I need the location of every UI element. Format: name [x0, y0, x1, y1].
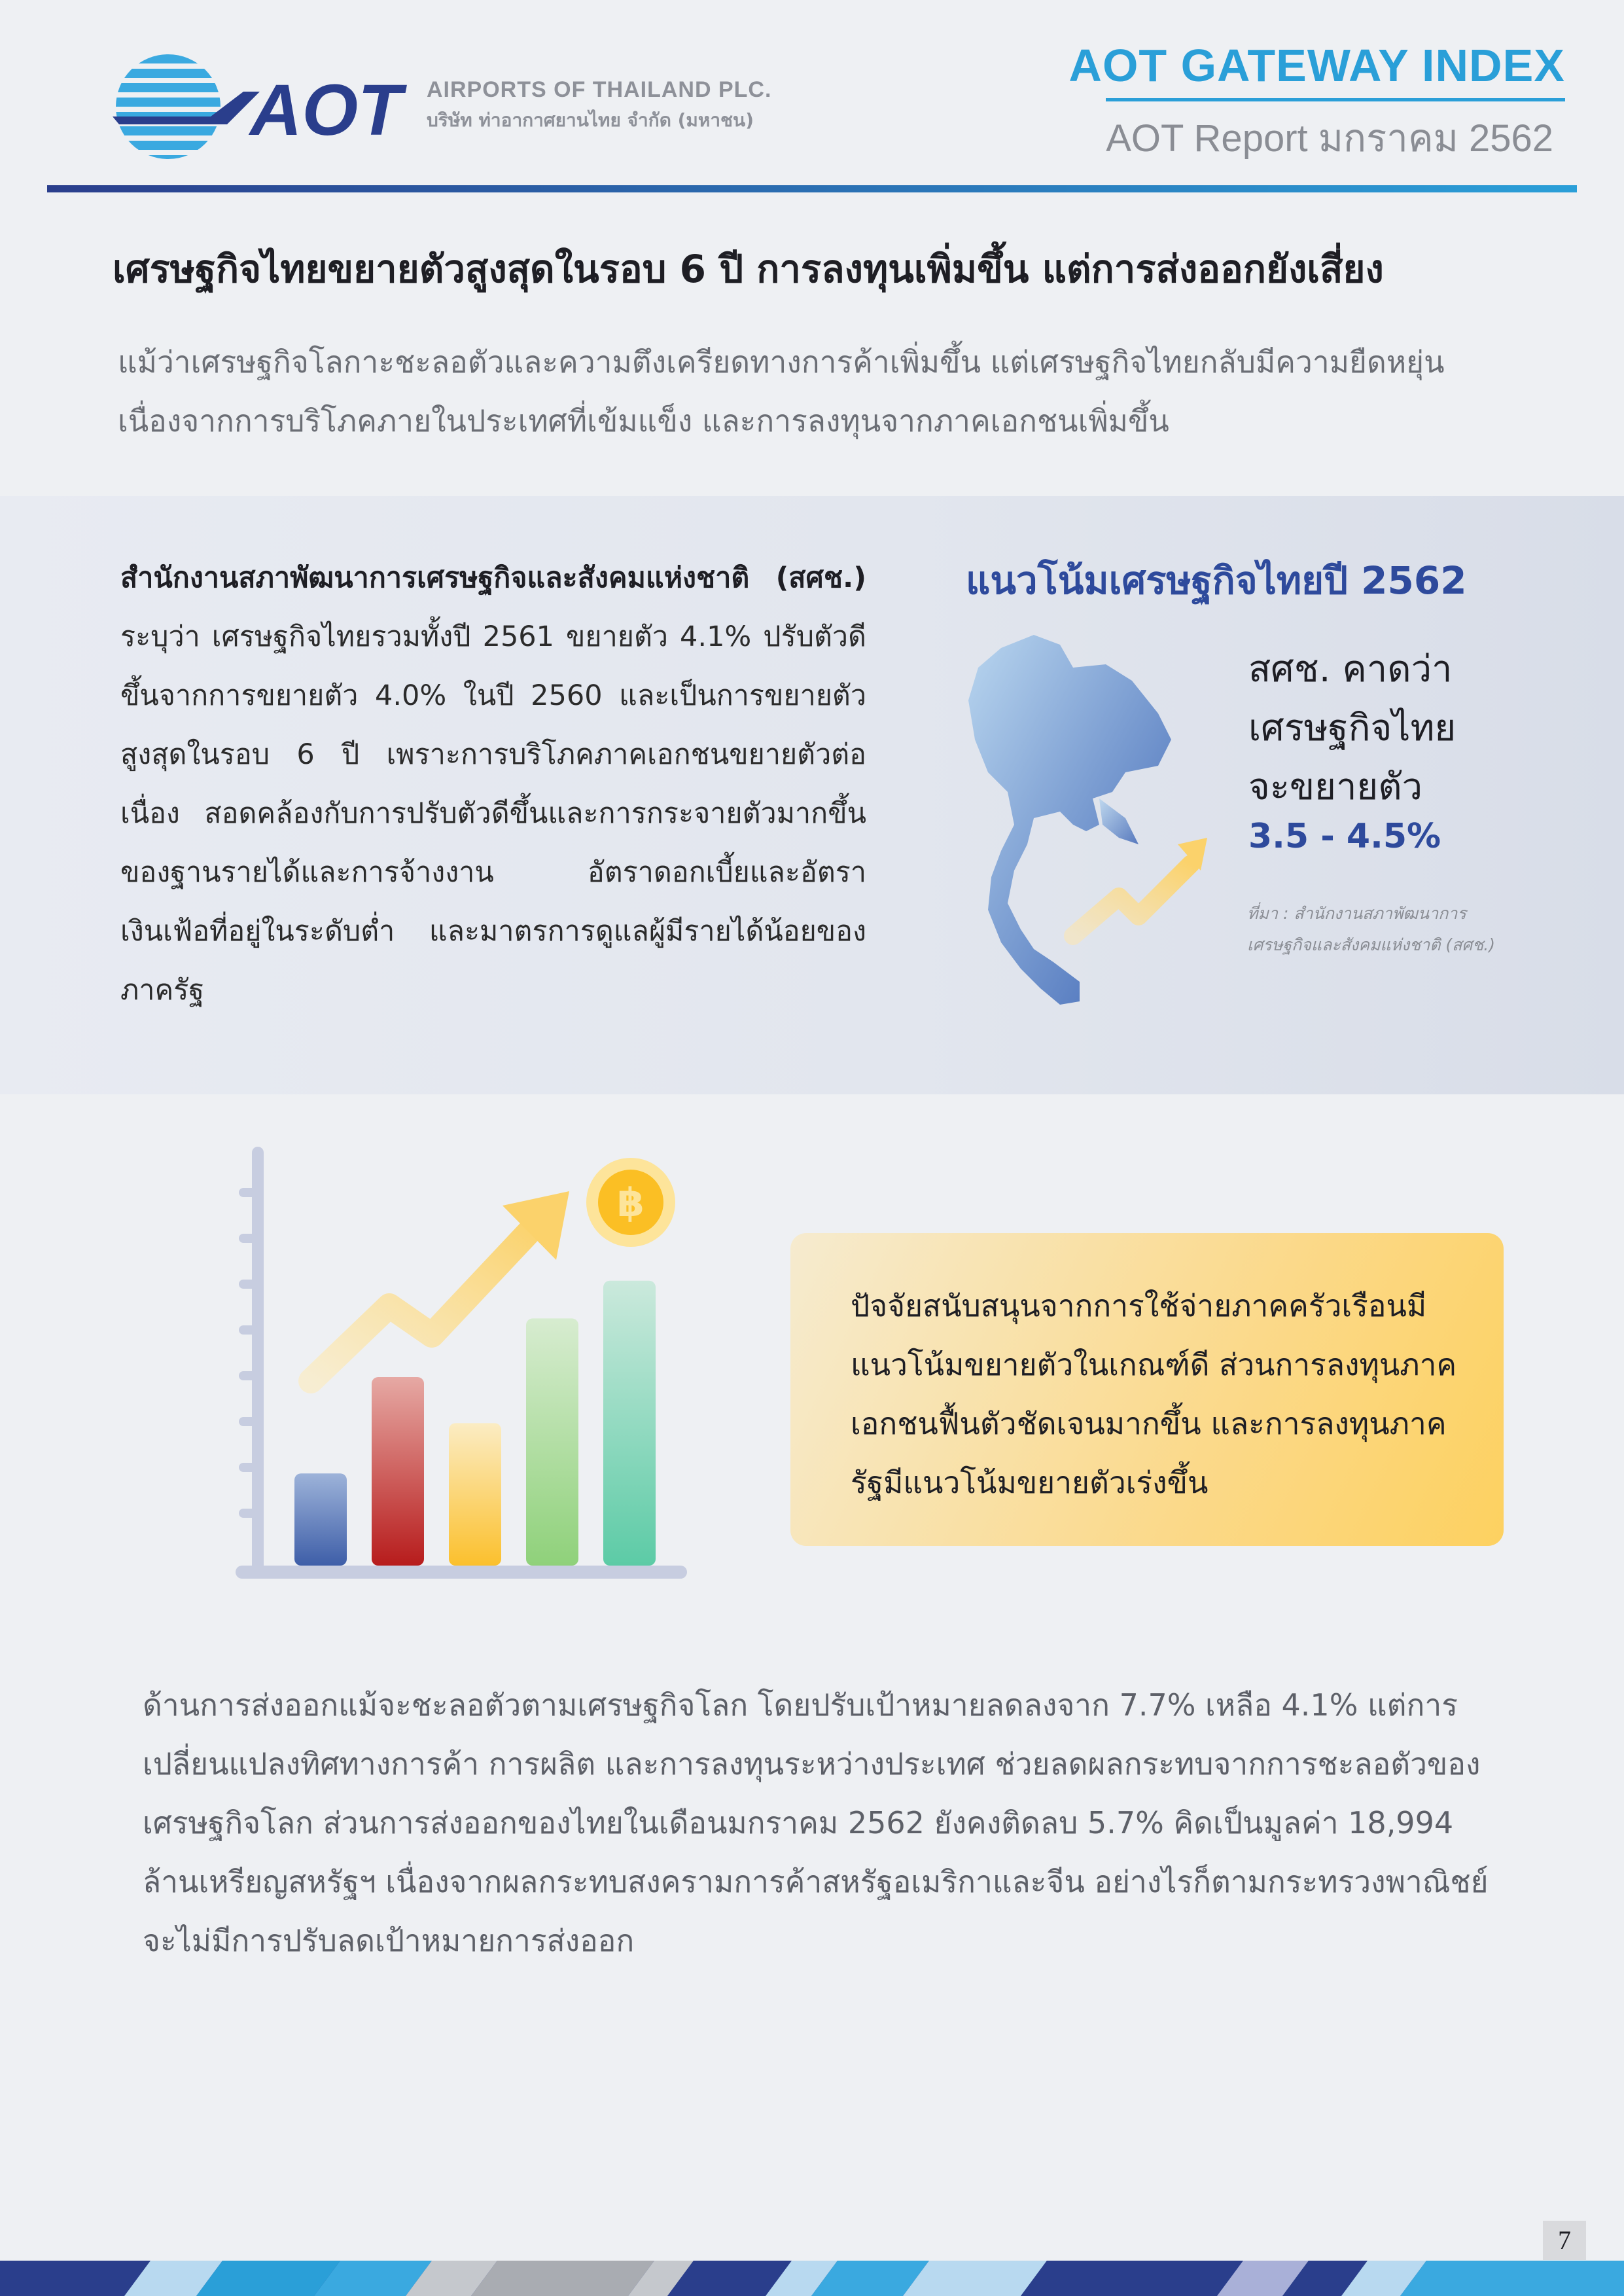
nesdb-text: ระบุว่า เศรษฐกิจไทยรวมทั้งปี 2561 ขยายตัว 4.1% ปรับตัวดีขึ้นจากการขยายตัว 4.0% ในปี 2560 และเป็นการขยายตัวสูงสุดในรอบ 6 ปี เพราะการบริโภคภาคเอกชนขยายตัวต่อเนื่อง สอดคล้องกับการปรับตัวดีขึ้นและการกระจายตัวมากขึ้นของฐานรายได้และการจ้างงาน อัตราดอกเบี้ยและอัตราเงินเฟ้อที่อยู่ในระดับต่ำ และมาตรการดูแลผู้มีรายได้น้อยของภาครัฐ: [120, 620, 866, 1007]
forecast-line-2: เศรษฐกิจไทย: [1248, 707, 1456, 749]
thailand-map-icon: [962, 628, 1224, 1021]
source-note: ที่มา : สำนักงานสภาพัฒนาการเศรษฐกิจและสังคมแห่งชาติ (สศช.): [1247, 904, 1495, 954]
title-underline: [1106, 98, 1565, 101]
forecast-line-3: จะขยายตัว: [1248, 766, 1423, 808]
company-name-th: บริษัท ท่าอากาศยานไทย จำกัด (มหาชน): [427, 109, 754, 131]
illustration-bar-1: [294, 1473, 347, 1566]
nesdb-paragraph: [120, 548, 866, 1020]
forecast-line-1: สศช. คาดว่า: [1248, 648, 1453, 691]
support-factor-text: ปัจจัยสนับสนุนจากการใช้จ่ายภาคครัวเรือนมีแนวโน้มขยายตัวในเกณฑ์ดี ส่วนการลงทุนภาคเอกชนฟื้นตัวชัดเจนมากขึ้น และการลงทุนภาครัฐมีแนวโน้มขยายตัวเร่งขึ้น: [851, 1288, 1457, 1500]
footer-stripes: [0, 2261, 1624, 2296]
illustration-bar-4: [526, 1318, 578, 1566]
report-label: AOT Report มกราคม 2562: [1106, 117, 1553, 160]
chart-x-axis: [236, 1566, 687, 1579]
illustration-bar-3: [449, 1423, 501, 1566]
baht-coin-icon: [586, 1158, 675, 1247]
logo-text: AOT: [250, 70, 402, 151]
company-name-en: AIRPORTS OF THAILAND PLC.: [427, 77, 772, 102]
agency-name: สำนักงานสภาพัฒนาการเศรษฐกิจและสังคมแห่งชาติ (สศช.): [120, 562, 866, 594]
header-divider: [47, 185, 1577, 192]
aot-logo: [113, 51, 414, 162]
growth-chart-illustration: [229, 1139, 694, 1590]
chart-bars: [294, 1281, 656, 1566]
export-paragraph: ด้านการส่งออกแม้จะชะลอตัวตามเศรษฐกิจโลก โดยปรับเป้าหมายลดลงจาก 7.7% เหลือ 4.1% แต่การเปลี่ยนแปลงทิศทางการค้า การผลิต และการลงทุนระหว่างประเทศ ช่วยลดผลกระทบจากการชะลอตัวของเศรษฐกิจโลก ส่วนการส่งออกของไทยในเดือนมกราคม 2562 ยังคงติดลบ 5.7% คิดเป็นมูลค่า 18,994 ล้านเหรียญสหรัฐฯ เนื่องจากผลกระทบสงครามการค้าสหรัฐอเมริกาและจีน อย่างไรก็ตามกระทรวงพาณิชย์จะไม่มีการปรับลดเป้าหมายการส่งออก: [143, 1687, 1489, 1958]
forecast-range: 3.5 - 4.5%: [1248, 817, 1441, 856]
intro-paragraph: แม้ว่าเศรษฐกิจโลกาะชะลอตัวและความตึงเครียดทางการค้าเพิ่มขึ้น แต่เศรษฐกิจไทยกลับมีความยืดหยุ่น เนื่องจากการบริโภคภายในประเทศที่เข้มแข็ง และการลงทุนจากภาคเอกชนเพิ่มขึ้น: [118, 344, 1445, 439]
illustration-bar-2: [372, 1377, 424, 1566]
illustration-bar-5: [603, 1281, 656, 1566]
trend-title: แนวโน้มเศรษฐกิจไทยปี 2562: [966, 558, 1467, 603]
page-number: 7: [1543, 2221, 1586, 2260]
forecast-text: [1248, 640, 1456, 817]
gateway-index-title: AOT GATEWAY INDEX: [1068, 40, 1565, 91]
page-headline: เศรษฐกิจไทยขยายตัวสูงสุดในรอบ 6 ปี การลงทุนเพิ่มขึ้น แต่การส่งออกยังเสี่ยง: [113, 247, 1384, 291]
baht-symbol: ฿: [617, 1180, 644, 1226]
growth-arrow-icon: [311, 1224, 537, 1381]
